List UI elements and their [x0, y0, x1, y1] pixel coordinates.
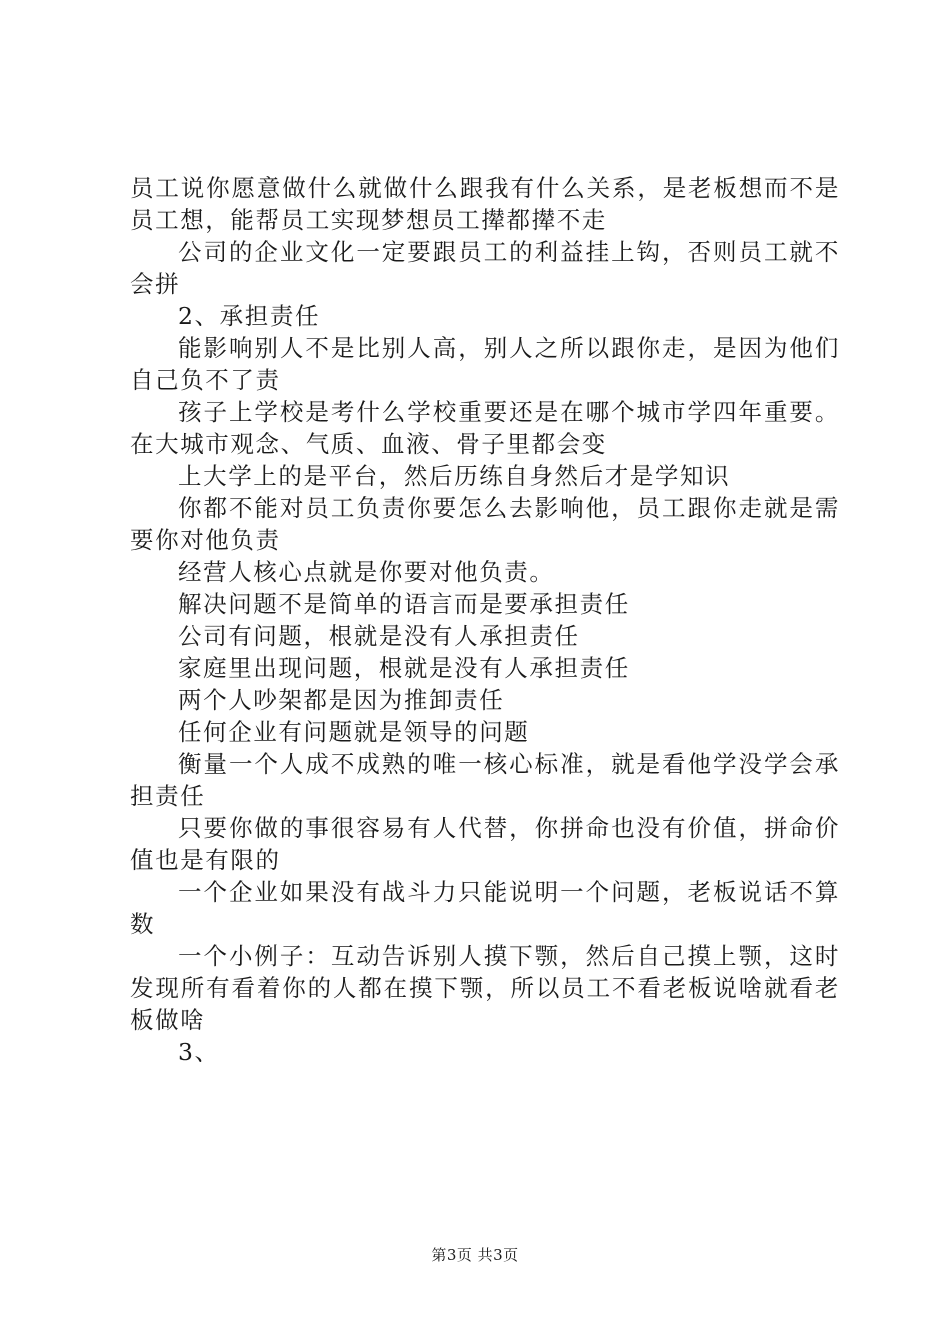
paragraph-7: 经营人核心点就是你要对他负责。	[178, 558, 555, 586]
document-body	[130, 172, 840, 1068]
paragraph-1: 员工说你愿意做什么就做什么跟我有什么关系，是老板想而不是员工想，能帮员工实现梦想员工撵都撵不走	[130, 174, 840, 234]
paragraph-3: 能影响别人不是比别人高，别人之所以跟你走，是因为他们自己负不了责	[130, 334, 840, 394]
paragraph-16: 一个小例子：互动告诉别人摸下颚，然后自己摸上颚，这时发现所有看着你的人都在摸下颚，所以员工不看老板说啥就看老板做啥	[130, 942, 840, 1034]
paragraph-6: 你都不能对员工负责你要怎么去影响他，员工跟你走就是需要你对他负责	[130, 494, 840, 554]
page-footer: 第3页 共3页	[431, 1246, 519, 1264]
paragraph-9: 公司有问题，根就是没有人承担责任	[178, 622, 580, 650]
paragraph-2: 公司的企业文化一定要跟员工的利益挂上钩，否则员工就不会拼	[130, 238, 840, 298]
paragraph-14: 只要你做的事很容易有人代替，你拼命也没有价值，拼命价值也是有限的	[130, 814, 840, 874]
paragraph-12: 任何企业有问题就是领导的问题	[178, 718, 530, 746]
section-heading-3: 3、	[178, 1038, 220, 1066]
section-heading-2: 2、承担责任	[178, 302, 321, 330]
paragraph-5: 上大学上的是平台，然后历练自身然后才是学知识	[178, 462, 731, 490]
paragraph-4: 孩子上学校是考什么学校重要还是在哪个城市学四年重要。在大城市观念、气质、血液、骨子里都会变	[130, 398, 840, 458]
paragraph-10: 家庭里出现问题，根就是没有人承担责任	[178, 654, 630, 682]
paragraph-15: 一个企业如果没有战斗力只能说明一个问题，老板说话不算数	[130, 878, 840, 938]
paragraph-11: 两个人吵架都是因为推卸责任	[178, 686, 505, 714]
paragraph-13: 衡量一个人成不成熟的唯一核心标准，就是看他学没学会承担责任	[130, 750, 840, 810]
paragraph-8: 解决问题不是简单的语言而是要承担责任	[178, 590, 630, 618]
